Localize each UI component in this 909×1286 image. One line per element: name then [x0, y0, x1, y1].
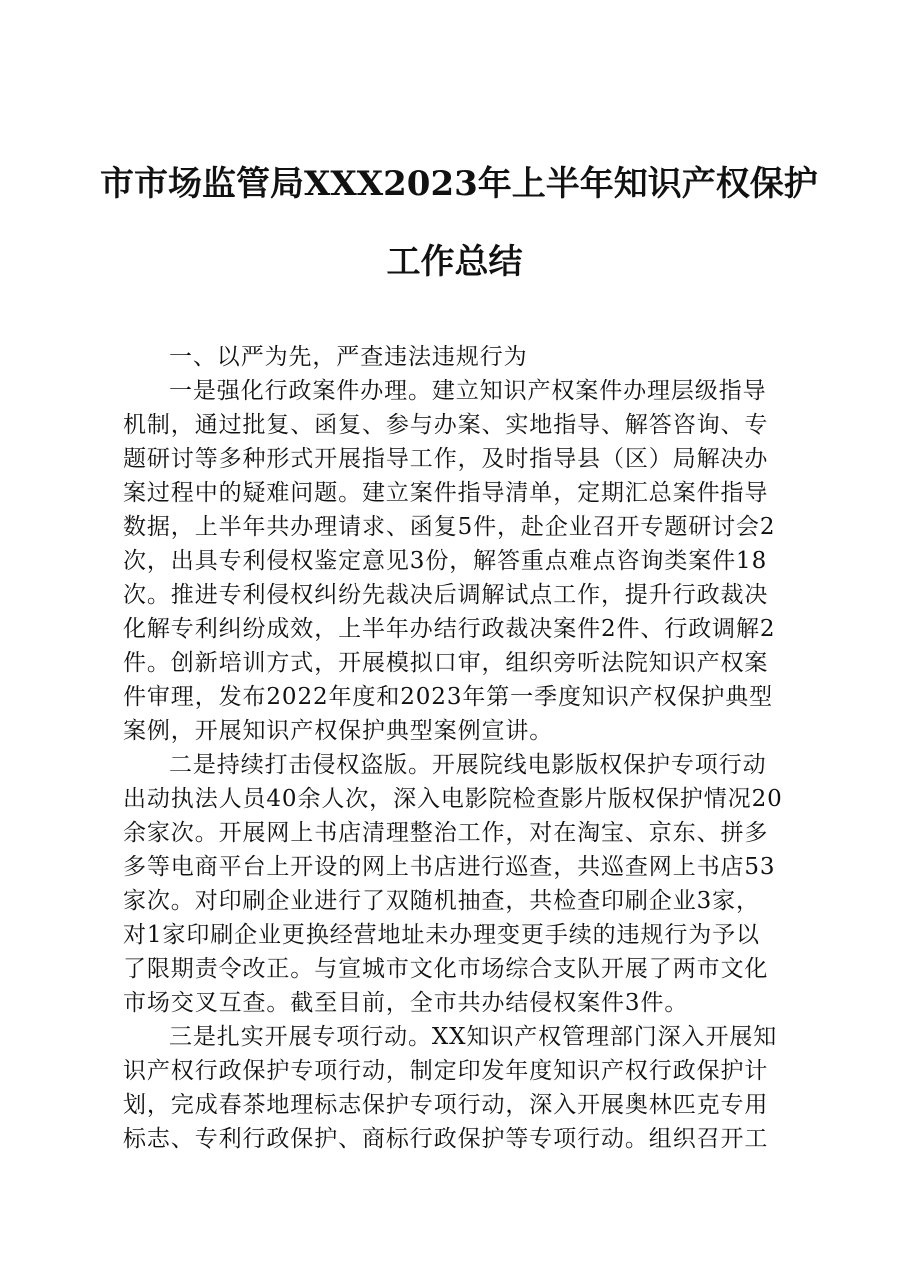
paragraph-line: 案例，开展知识产权保护典型案例宣讲。 — [123, 718, 554, 744]
paragraph-line: 机制，通过批复、函复、参与办案、实地指导、解答咨询、专 — [123, 412, 769, 438]
paragraph-line: 题研讨等多种形式开展指导工作，及时指导县（区）局解决办 — [123, 446, 769, 472]
paragraph-line: 市场交叉互查。截至目前，全市共办结侵权案件3件。 — [123, 990, 689, 1016]
paragraph-line: 件审理，发布2022年度和2023年第一季度知识产权保护典型 — [123, 684, 774, 710]
paragraph-line: 出动执法人员40余人次，深入电影院检查影片版权保护情况20 — [123, 786, 783, 812]
paragraph-line: 三是扎实开展专项行动。XX知识产权管理部门深入开展知 — [169, 1024, 778, 1050]
paragraph-line: 余家次。开展网上书店清理整治工作，对在淘宝、京东、拼多 — [123, 820, 769, 846]
paragraph-line: 一是强化行政案件办理。建立知识产权案件办理层级指导 — [169, 378, 767, 404]
paragraph-line: 多等电商平台上开设的网上书店进行巡查，共巡查网上书店53 — [123, 854, 776, 880]
paragraph-line: 次，出具专利侵权鉴定意见3份，解答重点难点咨询类案件18 — [123, 548, 768, 574]
paragraph-line: 二是持续打击侵权盗版。开展院线电影版权保护专项行动 — [169, 752, 767, 778]
paragraph-line: 化解专利纠纷成效，上半年办结行政裁决案件2件、行政调解2 — [123, 616, 776, 642]
paragraph-line: 案过程中的疑难问题。建立案件指导清单，定期汇总案件指导 — [123, 480, 769, 506]
paragraph-line: 识产权行政保护专项行动，制定印发年度知识产权行政保护计 — [123, 1058, 769, 1084]
paragraph-line: 件。创新培训方式，开展模拟口审，组织旁听法院知识产权案 — [123, 650, 769, 676]
paragraph-line: 对1家印刷企业更换经营地址未办理变更手续的违规行为予以 — [123, 922, 760, 948]
paragraph-line: 标志、专利行政保护、商标行政保护等专项行动。组织召开工 — [123, 1126, 769, 1152]
paragraph-line: 家次。对印刷企业进行了双随机抽查，共检查印刷企业3家， — [123, 888, 760, 914]
paragraph-line: 了限期责令改正。与宣城市文化市场综合支队开展了两市文化 — [123, 956, 769, 982]
document-body — [123, 340, 799, 1156]
paragraph-line: 次。推进专利侵权纠纷先裁决后调解试点工作，提升行政裁决 — [123, 582, 769, 608]
paragraph-line: 划，完成春茶地理标志保护专项行动，深入开展奥林匹克专用 — [123, 1092, 769, 1118]
document-title-line-2: 工作总结 — [386, 242, 523, 282]
paragraph-line: 数据，上半年共办理请求、函复5件，赴企业召开专题研讨会2 — [123, 514, 776, 540]
section-heading: 一、以严为先，严查违法违规行为 — [169, 344, 528, 370]
document-title-line-1: 市市场监管局XXX2023年上半年知识产权保护 — [100, 164, 818, 204]
